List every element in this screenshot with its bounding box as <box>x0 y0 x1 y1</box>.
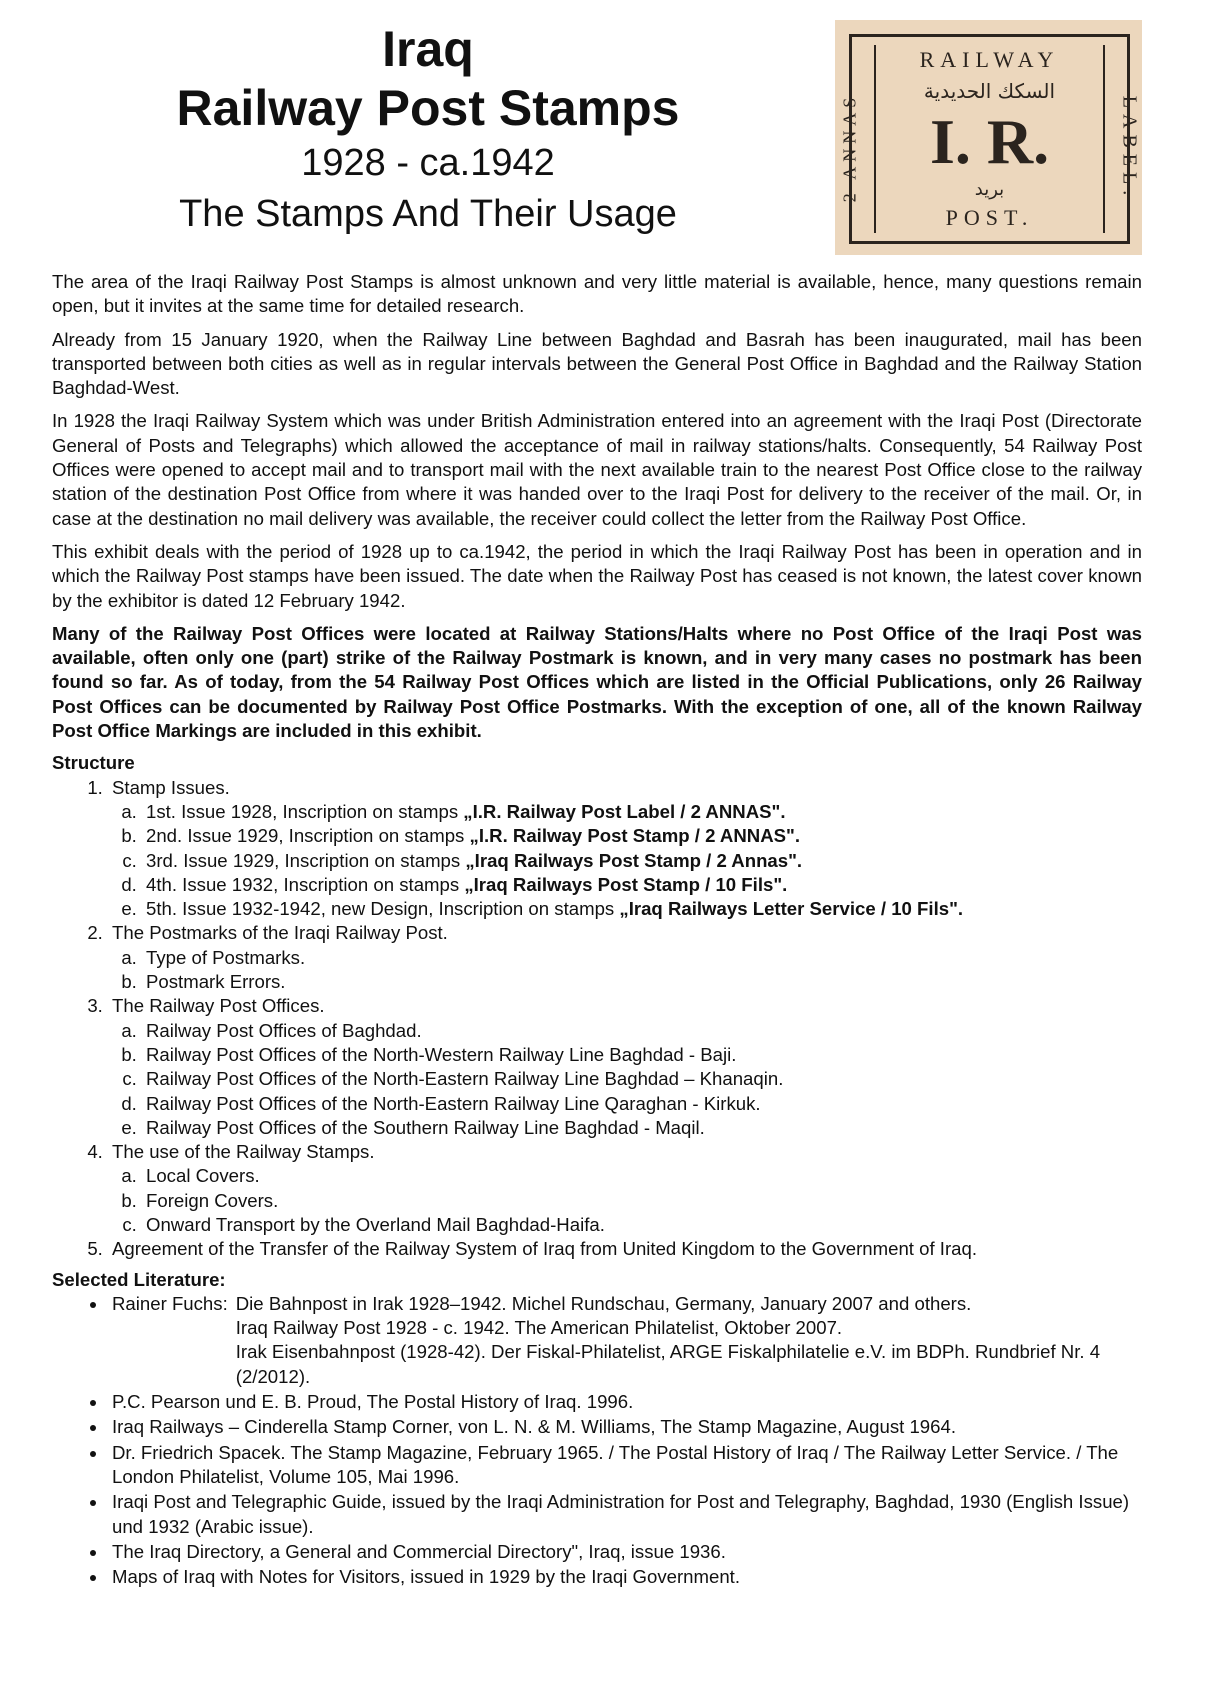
date-range: 1928 - ca.1942 <box>301 142 555 184</box>
list-item: • Iraqi Post and Telegraphic Guide, issued by the Iraqi Administration for Post and Telegraphy, Baghdad, 1930 (English Issue) und 1932 (Arabic issue). <box>108 1490 1142 1539</box>
list-item-text: 2nd. Issue 1929, Inscription on stamps <box>146 825 470 847</box>
inscription-text: „I.R. Railway Post Label / 2 ANNAS". <box>463 800 786 822</box>
stamp-middle-text: I. R. <box>929 106 1050 177</box>
sublist <box>112 800 1142 921</box>
author-references <box>236 1292 1142 1389</box>
list-item: d. Railway Post Offices of the North-Eastern Railway Line Qaraghan - Kirkuk. <box>142 1092 1142 1116</box>
intro-paragraph: In 1928 the Iraqi Railway System which was under British Administration entered into an agreement with the Iraqi Post (Directorate General of Posts and Telegraphs) which allowed the acceptance of mail in railway stations/halts. Consequently, 54 Railway Post Offices were opened to accept mail and to transport mail with the next available train to the nearest Post Office close to the railway station of the destination Post Office from where it was handed over to the Iraqi Post for delivery to the receiver of the mail. Or, in case at the destination no mail delivery was available, the receiver could collect the letter from the Railway Post Office. <box>52 410 1142 529</box>
intro-paragraph: This exhibit deals with the period of 1928 up to ca.1942, the period in which the Iraqi Railway Post has been in operation and in which the Railway Post stamps have been issued. The date when the Railway Post has ceased is not known, the latest cover known by the exhibitor is dated 12 February 1942. <box>52 540 1142 611</box>
list-item <box>142 800 1142 824</box>
list-item: • P.C. Pearson und E. B. Proud, The Postal History of Iraq. 1996. <box>108 1390 1142 1414</box>
list-item: • The Iraq Directory, a General and Commercial Directory", Iraq, issue 1936. <box>108 1540 1142 1564</box>
list-item <box>142 849 1142 873</box>
list-item-text: 3rd. Issue 1929, Inscription on stamps <box>146 849 466 871</box>
list-item <box>108 1292 1142 1389</box>
list-item <box>142 873 1142 897</box>
list-item: e. Railway Post Offices of the Southern Railway Line Baghdad - Maqil. <box>142 1116 1142 1140</box>
intro-paragraph: Already from 15 January 1920, when the Railway Line between Baghdad and Basrah has been inaugurated, mail has been transported between both cities as well as in regular intervals between the General Post Office in Baghdad and the Railway Station Baghdad-West. <box>52 328 1142 399</box>
list-item-text: 4th. Issue 1932, Inscription on stamps <box>146 873 465 895</box>
list-item <box>108 776 1142 922</box>
list-item-text: The Postmarks of the Iraqi Railway Post. <box>112 922 448 944</box>
inscription-text: „Iraq Railways Post Stamp / 10 Fils". <box>464 873 788 895</box>
list-item <box>108 994 1142 1140</box>
sublist <box>112 1164 1142 1237</box>
list-item: a. Railway Post Offices of Baghdad. <box>142 1019 1142 1043</box>
sublist <box>112 1019 1142 1140</box>
page-subtitle: Railway Post Stamps <box>176 80 680 136</box>
list-item: b. Foreign Covers. <box>142 1189 1142 1213</box>
reference-line: Irak Eisenbahnpost (1928-42). Der Fiskal-Philatelist, ARGE Fiskalphilatelie e.V. im BDPh. Rundbrief Nr. 4 (2/2012). <box>235 1341 1101 1387</box>
author-name: • Rainer Fuchs: <box>112 1292 228 1314</box>
page-title: Iraq <box>382 21 474 77</box>
list-item: • Iraq Railways – Cinderella Stamp Corner, von L. N. & M. Williams, The Stamp Magazine, August 1964. <box>108 1415 1142 1439</box>
exhibit-theme: The Stamps And Their Usage <box>179 193 677 235</box>
list-item <box>108 921 1142 994</box>
reference-line: Die Bahnpost in Irak 1928–1942. Michel Rundschau, Germany, January 2007 and others. <box>235 1292 972 1314</box>
exhibit-text <box>52 270 1142 1590</box>
structure-heading: Structure <box>52 752 135 774</box>
list-item: a. Local Covers. <box>142 1164 1142 1188</box>
list-item: c. Railway Post Offices of the North-Eastern Railway Line Baghdad – Khanaqin. <box>142 1067 1142 1091</box>
list-item <box>142 824 1142 848</box>
structure-list <box>52 776 1142 1262</box>
list-item: b. Postmark Errors. <box>142 970 1142 994</box>
inscription-text: „I.R. Railway Post Stamp / 2 ANNAS". <box>469 825 801 847</box>
list-item-text: 1st. Issue 1928, Inscription on stamps <box>146 800 464 822</box>
stamp-left-text: 2 ANNAS <box>839 92 860 203</box>
title-block <box>52 20 804 240</box>
highlight-paragraph: Many of the Railway Post Offices were located at Railway Stations/Halts where no Post Office of the Iraqi Post was available, often only one (part) strike of the Railway Postmark is known, and in very many cases no postmark has been found so far. As of today, from the 54 Railway Post Offices which are listed in the Official Publications, only 26 Railway Post Offices can be documented by Railway Post Office Postmarks. With the exception of one, all of the known Railway Post Office Markings are included in this exhibit. <box>52 622 1142 742</box>
literature-heading: Selected Literature: <box>52 1268 226 1290</box>
stamp-top-text: RAILWAY <box>919 47 1060 72</box>
list-item: • Dr. Friedrich Spacek. The Stamp Magazine, February 1965. / The Postal History of Iraq / The Railway Letter Service. / The London Philatelist, Volume 105, Mai 1996. <box>108 1441 1142 1490</box>
list-item: a. Type of Postmarks. <box>142 946 1142 970</box>
list-item-text: The Railway Post Offices. <box>112 995 325 1017</box>
railway-stamp-image <box>835 20 1142 255</box>
literature-list <box>52 1292 1142 1590</box>
page-header <box>0 0 1207 262</box>
author-entry <box>112 1292 1142 1389</box>
stamp-bottom-text: POST. <box>945 205 1034 230</box>
stamp-arabic-bottom: بريد <box>974 179 1005 200</box>
list-item: c. Onward Transport by the Overland Mail Baghdad-Haifa. <box>142 1213 1142 1237</box>
list-item: b. Railway Post Offices of the North-Western Railway Line Baghdad - Baji. <box>142 1043 1142 1067</box>
reference-line: Iraq Railway Post 1928 - c. 1942. The American Philatelist, Oktober 2007. <box>235 1317 843 1339</box>
inscription-text: „Iraq Railways Letter Service / 10 Fils". <box>619 898 964 920</box>
stamp-right-text: LABEL. <box>1118 95 1141 202</box>
sublist <box>112 946 1142 995</box>
intro-paragraph: The area of the Iraqi Railway Post Stamps is almost unknown and very little material is available, hence, many questions remain open, but it invites at the same time for detailed research. <box>52 271 1142 317</box>
list-item: • Maps of Iraq with Notes for Visitors, issued in 1929 by the Iraqi Government. <box>108 1565 1142 1589</box>
list-item <box>108 1140 1142 1237</box>
list-item: 5. Agreement of the Transfer of the Railway System of Iraq from United Kingdom to the Government of Iraq. <box>108 1237 1142 1261</box>
list-item-text: Stamp Issues. <box>112 776 230 798</box>
list-item-text: The use of the Railway Stamps. <box>112 1141 375 1163</box>
stamp-inner <box>874 45 1105 233</box>
list-item <box>142 897 1142 921</box>
stamp-arabic-top: السكك الحديدية <box>923 79 1056 103</box>
list-item-text: 5th. Issue 1932-1942, new Design, Inscription on stamps <box>146 898 620 920</box>
inscription-text: „Iraq Railways Post Stamp / 2 Annas". <box>465 849 803 871</box>
stamp-frame <box>839 34 1141 244</box>
